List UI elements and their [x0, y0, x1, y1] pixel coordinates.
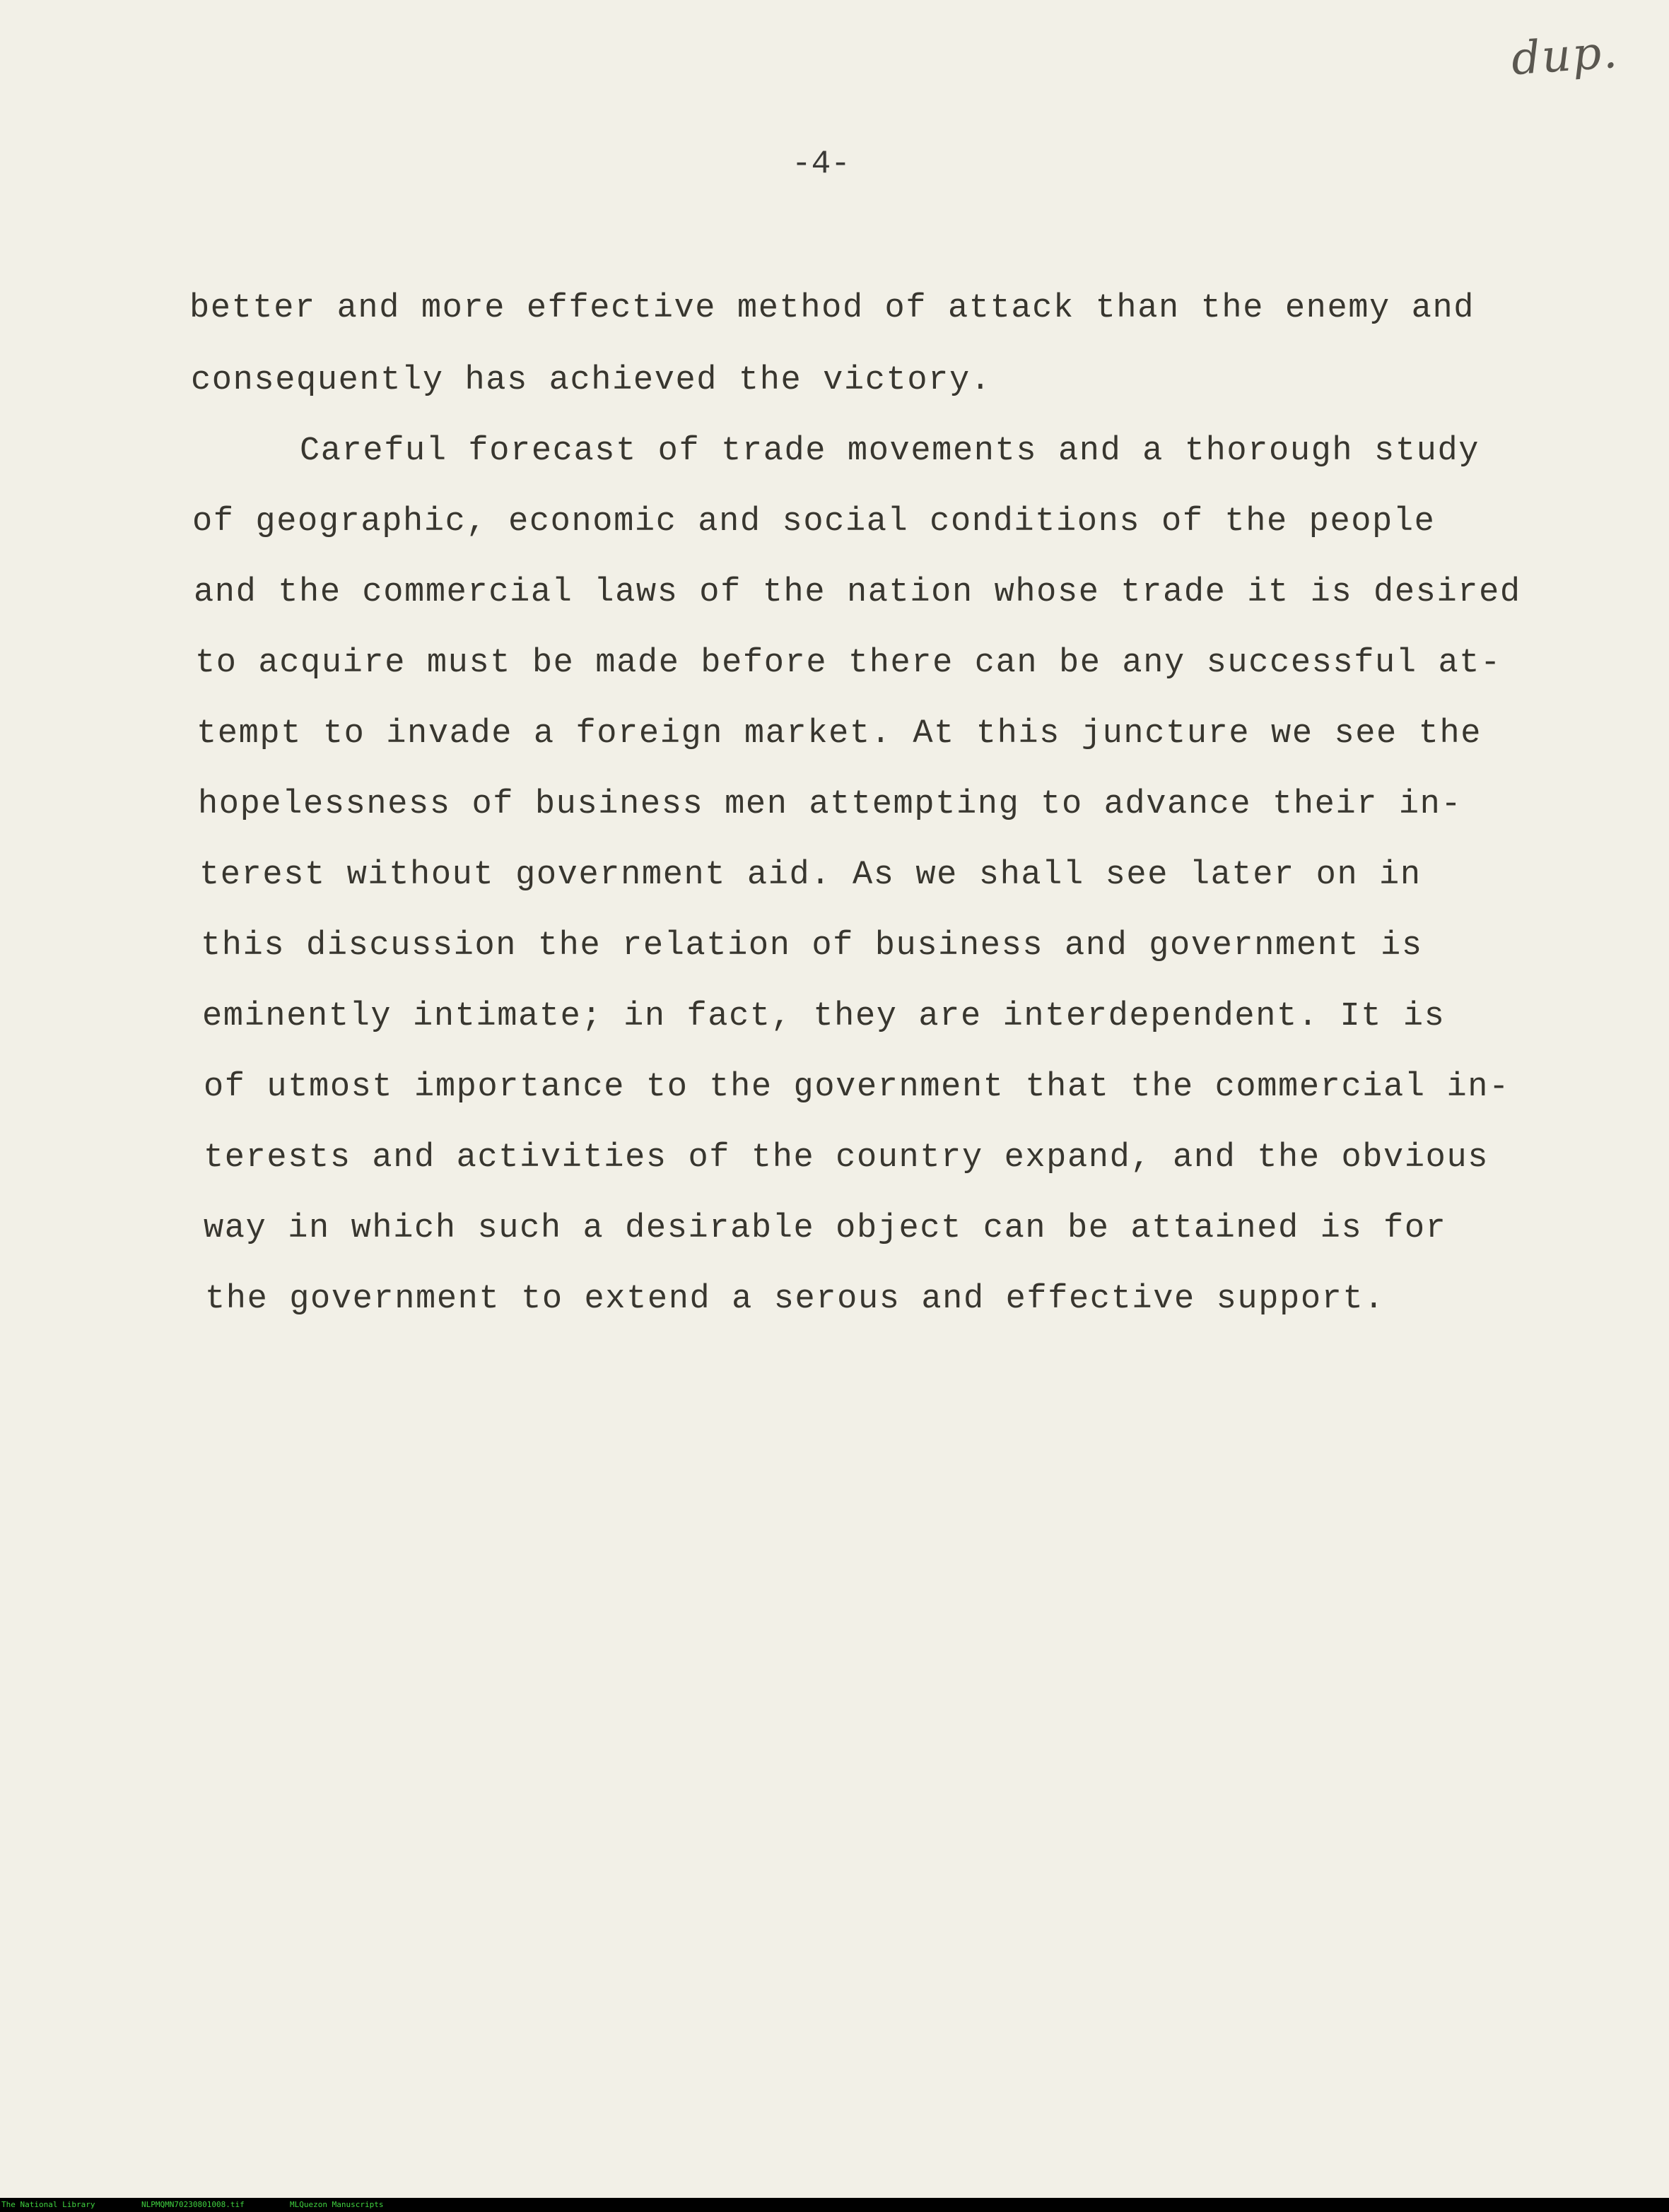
text-line: hopelessness of business men attempting to advance their in- — [198, 786, 1463, 823]
page-number: -4- — [792, 146, 850, 182]
text-line: terests and activities of the country expand, and the obvious — [204, 1139, 1489, 1177]
text-line: and the commercial laws of the nation whose trade it is desired — [194, 574, 1521, 611]
scan-footer-bar — [0, 2198, 1669, 2212]
footer-file: NLPMQMN70230801008.tif — [141, 2200, 245, 2209]
text-line: to acquire must be made before there can be any successful at- — [195, 645, 1501, 682]
footer-collection: MLQuezon Manuscripts — [290, 2200, 384, 2209]
text-line: tempt to invade a foreign market. At this juncture we see the — [197, 715, 1482, 753]
text-line: terest without government aid. As we shall see later on in — [199, 857, 1422, 894]
text-line: way in which such a desirable object can be attained is for — [204, 1210, 1447, 1247]
text-line: consequently has achieved the victory. — [191, 362, 992, 399]
text-line: Careful forecast of trade movements and a thorough study — [300, 433, 1480, 470]
text-line: eminently intimate; in fact, they are interdependent. It is — [202, 998, 1446, 1035]
footer-library: The National Library — [1, 2200, 95, 2209]
text-line: of utmost importance to the government that the commercial in- — [204, 1069, 1510, 1106]
text-line: of geographic, economic and social conditions of the people — [192, 503, 1436, 541]
handwritten-annotation: dup. — [1509, 25, 1620, 86]
text-line: better and more effective method of attack than the enemy and — [189, 290, 1475, 327]
text-line: this discussion the relation of business and government is — [201, 927, 1423, 965]
text-line: the government to extend a serous and effective support. — [205, 1281, 1386, 1318]
